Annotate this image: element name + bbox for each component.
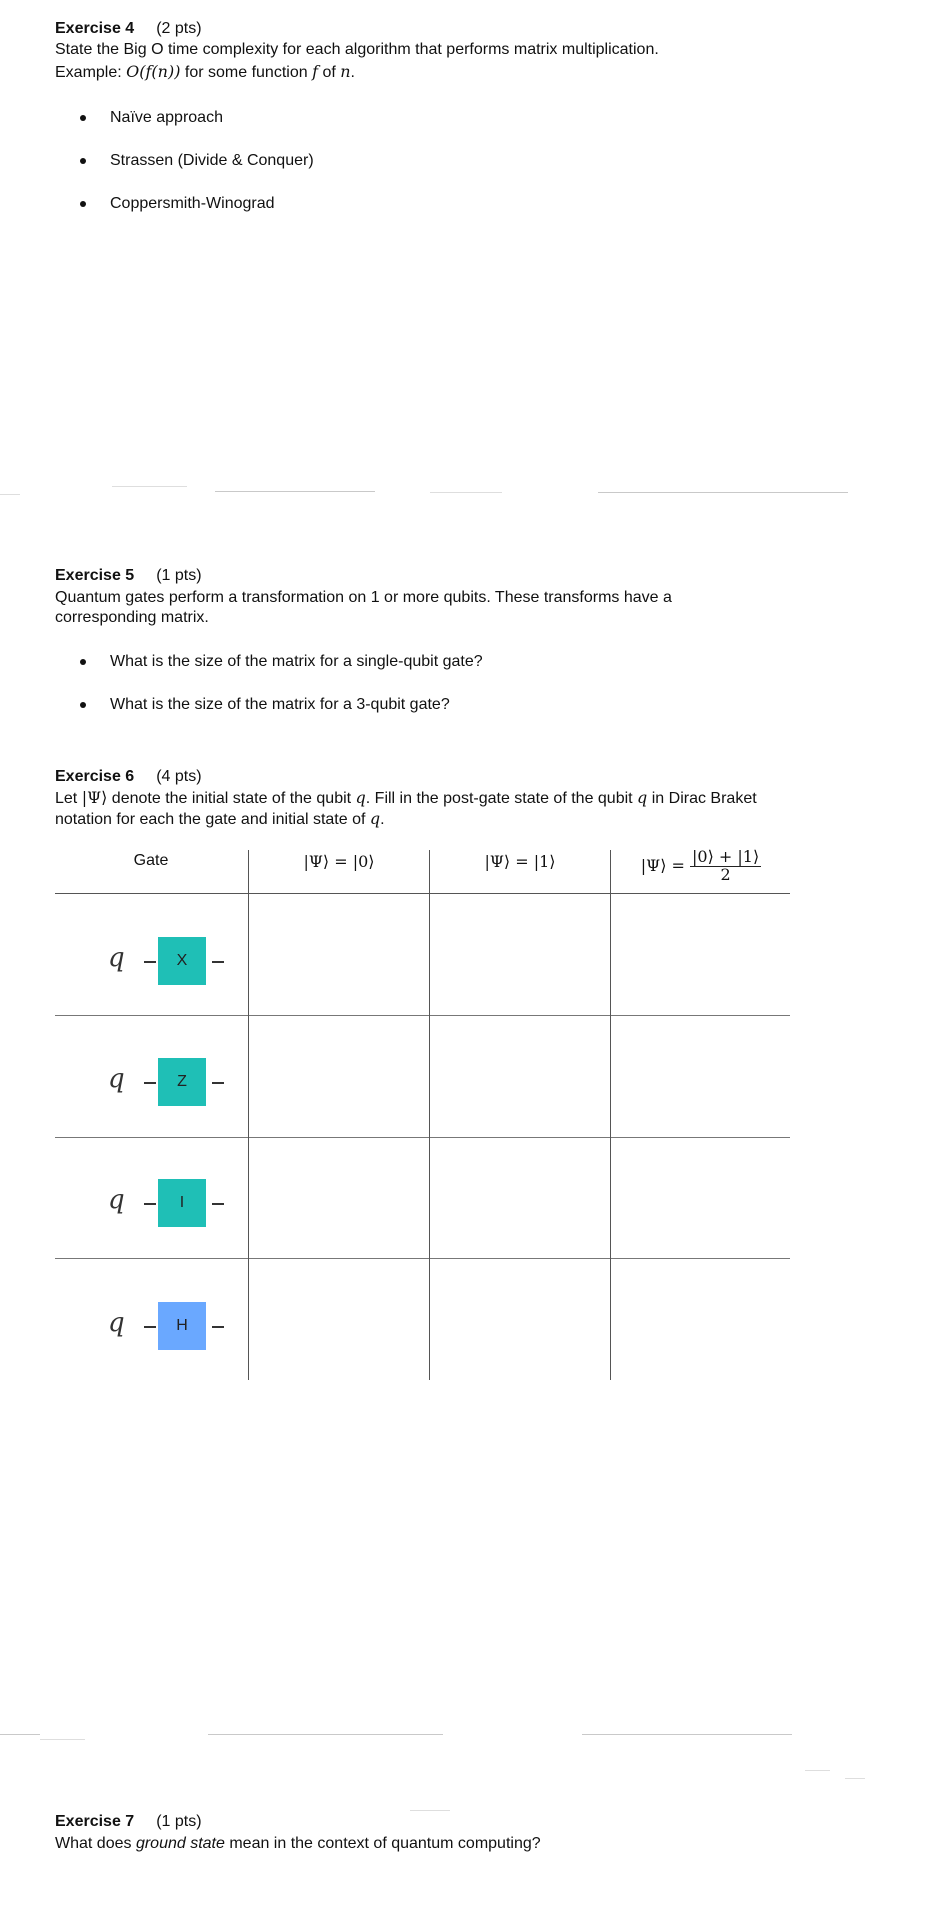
qubit-symbol: q — [369, 809, 381, 828]
divider — [0, 1734, 40, 1735]
example-n: n — [340, 62, 351, 81]
wire-in — [144, 1082, 156, 1084]
divider — [805, 1770, 830, 1771]
table-header-rule — [55, 893, 790, 894]
i-gate-box: I — [158, 1179, 206, 1227]
divider — [40, 1739, 85, 1740]
divider — [410, 1810, 450, 1811]
text: in Dirac Braket — [647, 790, 757, 807]
gate-row-i — [108, 1179, 228, 1227]
table-row-rule — [55, 1137, 790, 1138]
exercise-6-heading — [55, 767, 202, 787]
header-state-1: |Ψ⟩ = |1⟩ — [484, 852, 556, 871]
wire-in — [144, 1203, 156, 1205]
text: What does — [55, 1835, 136, 1852]
table-col-rule — [610, 850, 611, 1380]
text: . Fill in the post-gate state of the qubit — [365, 790, 638, 807]
exercise-5-title: Exercise 5 — [55, 567, 135, 584]
example-mid: for some function — [180, 64, 313, 81]
text: notation for each the gate and initial state of — [55, 811, 370, 828]
exercise-5-heading — [55, 566, 202, 586]
text: denote the initial state of the qubit — [107, 790, 356, 807]
example-f: f — [312, 62, 318, 81]
divider — [208, 1734, 443, 1735]
divider — [0, 494, 20, 495]
qubit-label: q — [108, 1308, 125, 1338]
divider — [582, 1734, 792, 1735]
exercise-6-points: (4 pts) — [156, 768, 202, 785]
table-col-rule — [248, 850, 249, 1380]
exercise-7-heading — [55, 1812, 202, 1832]
list-item: What is the size of the matrix for a single-qubit gate? — [78, 652, 483, 672]
h-gate-box: H — [158, 1302, 206, 1350]
qubit-label: q — [108, 1185, 125, 1215]
exercise-5-points: (1 pts) — [156, 567, 202, 584]
divider — [112, 486, 187, 487]
text: mean in the context of quantum computing? — [224, 1835, 541, 1852]
wire-out — [212, 961, 224, 963]
exercise-5-prompt-line2: corresponding matrix. — [55, 609, 209, 626]
qubit-symbol: q — [637, 788, 648, 807]
wire-out — [212, 1203, 224, 1205]
exercise-7-points: (1 pts) — [156, 1813, 202, 1830]
exercise-7-title: Exercise 7 — [55, 1813, 135, 1830]
exercise-4-heading — [55, 19, 202, 39]
header-plus-lhs: |Ψ⟩ = — [640, 856, 685, 875]
exercise-7-prompt — [55, 1834, 541, 1854]
divider — [215, 491, 375, 492]
wire-out — [212, 1082, 224, 1084]
gate-row-h — [108, 1302, 228, 1350]
table-col-rule — [429, 850, 430, 1380]
exercise-6-prompt-line1 — [55, 788, 757, 809]
qubit-label: q — [108, 943, 125, 973]
header-gate: Gate — [133, 852, 169, 869]
emphasis: ground state — [135, 1835, 225, 1852]
exercise-4-prompt: State the Big O time complexity for each algorithm that performs matrix multiplication. — [55, 41, 659, 58]
gate-row-x — [108, 937, 228, 985]
divider — [598, 492, 848, 493]
exercise-5-list — [78, 652, 483, 715]
exercise-4-title: Exercise 4 — [55, 20, 135, 37]
x-gate-box: X — [158, 937, 206, 985]
wire-in — [144, 1326, 156, 1328]
exercise-4-list — [78, 108, 314, 214]
divider — [430, 492, 502, 493]
divider — [845, 1778, 865, 1779]
list-item: Naïve approach — [78, 108, 314, 128]
gate-row-z — [108, 1058, 228, 1106]
header-state-0: |Ψ⟩ = |0⟩ — [303, 852, 375, 871]
list-item: What is the size of the matrix for a 3-qubit gate? — [78, 695, 483, 715]
example-end: . — [350, 64, 355, 81]
exercise-6-title: Exercise 6 — [55, 768, 135, 785]
table-row-rule — [55, 1015, 790, 1016]
example-of: of — [318, 64, 341, 81]
example-prefix: Example: — [55, 64, 127, 81]
exercise-6-prompt-line2 — [55, 809, 385, 830]
qubit-symbol: q — [355, 788, 366, 807]
example-big-o: O(f(n)) — [126, 62, 181, 81]
table-row-rule — [55, 1258, 790, 1259]
header-state-plus — [611, 848, 791, 883]
list-item: Strassen (Divide & Conquer) — [78, 151, 314, 171]
exercise-4-points: (2 pts) — [156, 20, 202, 37]
fraction-denominator: 2 — [720, 865, 731, 884]
qubit-label: q — [108, 1064, 125, 1094]
text: . — [380, 811, 385, 828]
fraction-numerator: |0⟩ + |1⟩ — [692, 847, 760, 866]
exercise-4-example — [55, 62, 355, 83]
wire-in — [144, 961, 156, 963]
fraction — [690, 848, 761, 883]
exercise-5-prompt-line1: Quantum gates perform a transformation on 1 or more qubits. These transforms have a — [55, 589, 672, 606]
list-item: Coppersmith-Winograd — [78, 194, 314, 214]
text: Let — [55, 790, 82, 807]
psi-ket: |Ψ⟩ — [81, 788, 108, 807]
wire-out — [212, 1326, 224, 1328]
z-gate-box: Z — [158, 1058, 206, 1106]
